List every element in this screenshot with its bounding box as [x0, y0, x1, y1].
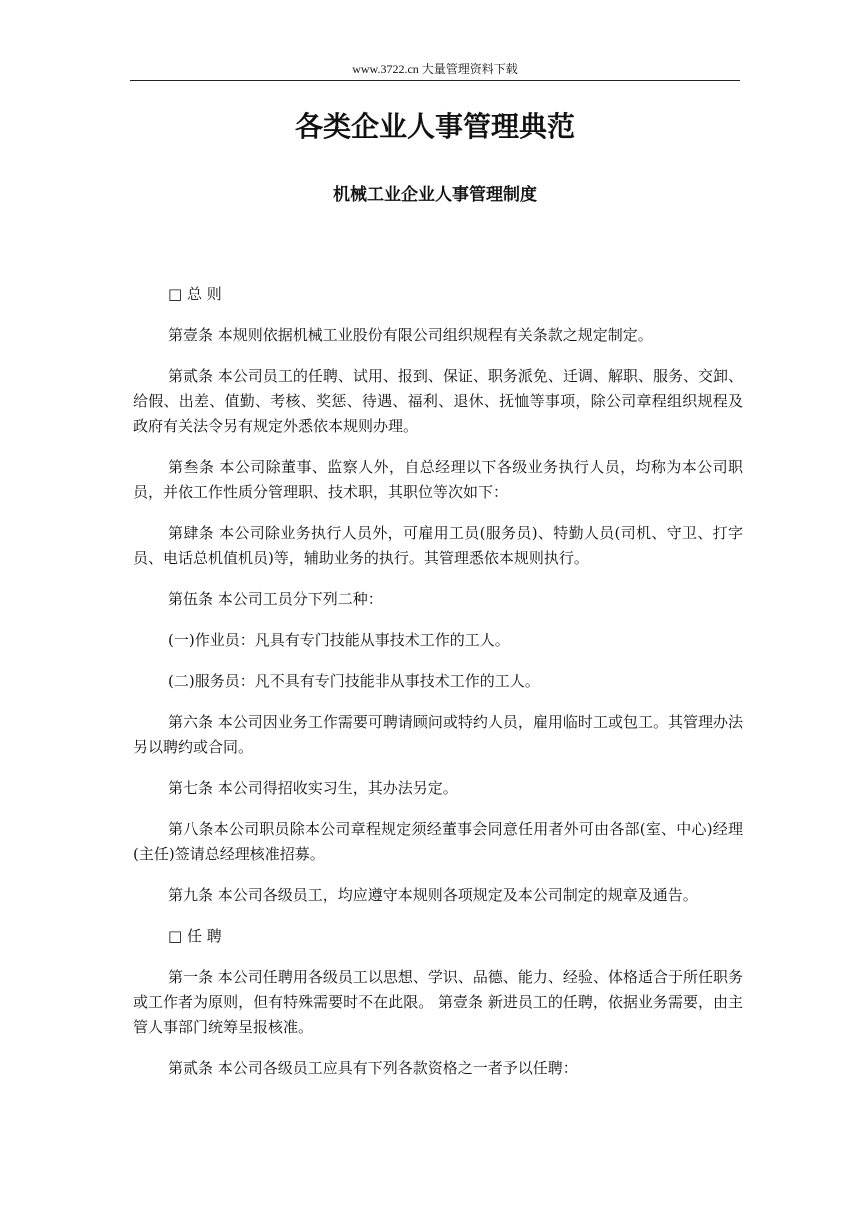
- document-subtitle: 机械工业企业人事管理制度: [333, 185, 537, 205]
- article-paragraph: 第七条 本公司得招收实习生，其办法另定。: [168, 779, 458, 797]
- header-divider: [130, 80, 740, 81]
- article-paragraph: 第壹条 本规则依据机械工业股份有限公司组织规程有关条款之规定制定。: [168, 326, 653, 344]
- article-paragraph: 第叁条 本公司除董事、监察人外，自总经理以下各级业务执行人员，均称为本公司职员，并依工作性质分管理职、技术职，其职位等次如下：: [133, 458, 743, 501]
- page-header: www.3722.cn 大量管理资料下载: [352, 62, 518, 76]
- article-paragraph: 第贰条 本公司各级员工应具有下列各款资格之一者予以任聘：: [168, 1059, 578, 1077]
- article-paragraph: 第九条 本公司各级员工，均应遵守本规则各项规定及本公司制定的规章及通告。: [168, 886, 698, 904]
- article-paragraph: 第八条本公司职员除本公司章程规定须经董事会同意任用者外可由各部(室、中心)经理(主任)签请总经理核准招募。: [133, 820, 743, 863]
- article-paragraph: 第肆条 本公司除业务执行人员外，可雇用工员(服务员)、特勤人员(司机、守卫、打字员、电话总机值机员)等，辅助业务的执行。其管理悉依本规则执行。: [133, 524, 743, 567]
- list-item: (二)服务员：凡不具有专门技能非从事技术工作的工人。: [168, 672, 540, 690]
- article-paragraph: 第一条 本公司任聘用各级员工以思想、学识、品德、能力、经验、体格适合于所任职务或工作者为原则，但有特殊需要时不在此限。 第壹条 新进员工的任聘，依据业务需要，由主管人事部门统筹呈报核准。: [133, 968, 743, 1036]
- section-heading-general: □ 总 则: [168, 285, 222, 303]
- document-title: 各类企业人事管理典范: [294, 110, 575, 143]
- article-paragraph: 第伍条 本公司工员分下列二种：: [168, 590, 383, 608]
- list-item: (一)作业员：凡具有专门技能从事技术工作的工人。: [168, 631, 510, 649]
- section-heading-appointment: □ 任 聘: [168, 927, 222, 945]
- document-body: [133, 282, 743, 1097]
- article-paragraph: 第贰条 本公司员工的任聘、试用、报到、保证、职务派免、迁调、解职、服务、交卸、给假、出差、值勤、考核、奖惩、待遇、福利、退休、抚恤等事项，除公司章程组织规程及政府有关法令另有规定外悉依本规则办理。: [133, 367, 743, 435]
- article-paragraph: 第六条 本公司因业务工作需要可聘请顾问或特约人员，雇用临时工或包工。其管理办法另以聘约或合同。: [133, 713, 743, 756]
